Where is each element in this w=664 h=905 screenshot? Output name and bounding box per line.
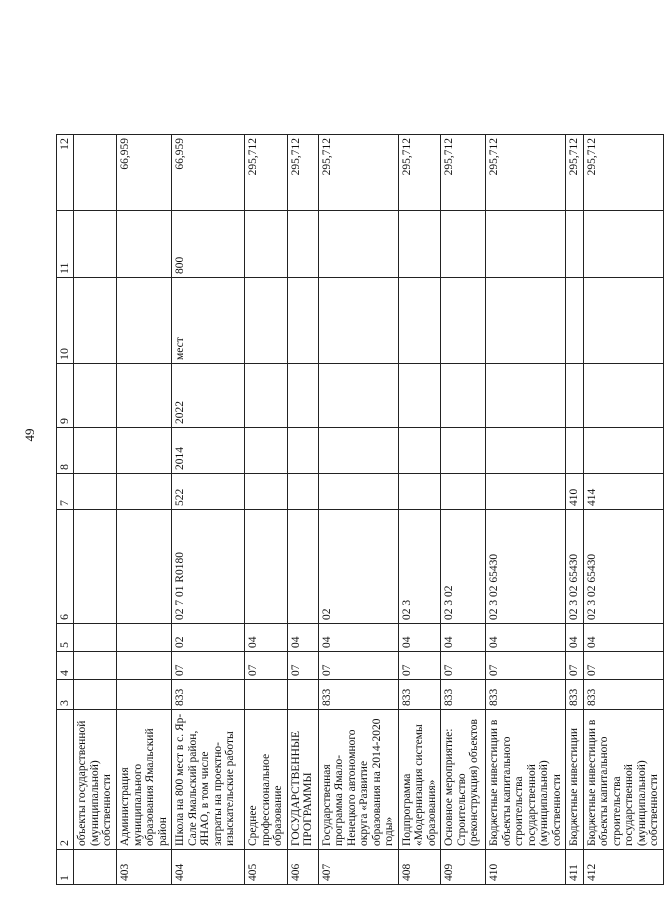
- table-row: [441, 135, 486, 885]
- column-header-9: 9: [57, 364, 74, 428]
- col-8-cell: [566, 428, 584, 474]
- table-wrapper: [56, 134, 664, 885]
- col-4-cell: 07: [245, 652, 288, 680]
- column-header-3: 3: [57, 680, 74, 710]
- col-7-cell: [318, 474, 398, 510]
- column-header-5: 5: [57, 624, 74, 652]
- table-row: [398, 135, 441, 885]
- col-4-cell: 07: [441, 652, 486, 680]
- col-11-cell: [398, 211, 441, 278]
- col-11-cell: [245, 211, 288, 278]
- column-header-4: 4: [57, 652, 74, 680]
- col-3-cell: [117, 680, 172, 710]
- col-11-cell: [287, 211, 318, 278]
- col-2-cell: ГОСУДАРСТВЕННЫЕ ПРОГРАММЫ: [287, 710, 318, 850]
- col-10-cell: [245, 278, 288, 364]
- col-9-cell: [318, 364, 398, 428]
- col-6-cell: 02 3 02: [441, 510, 486, 624]
- col-9-cell: [486, 364, 566, 428]
- col-6-cell: 02 7 01 R0180: [172, 510, 245, 624]
- col-6-cell: 02 3 02 65430: [583, 510, 663, 624]
- col-2-cell: Среднее профессиональное образование: [245, 710, 288, 850]
- col-8-cell: [117, 428, 172, 474]
- col-7-cell: [245, 474, 288, 510]
- table-row: [287, 135, 318, 885]
- col-1-cell: 408: [398, 850, 441, 885]
- col-1-cell: 410: [486, 850, 566, 885]
- col-3-cell: 833: [441, 680, 486, 710]
- col-5-cell: 04: [287, 624, 318, 652]
- col-1-cell: 405: [245, 850, 288, 885]
- col-12-cell: 295,712: [583, 135, 663, 211]
- col-10-cell: [583, 278, 663, 364]
- col-1-cell: 409: [441, 850, 486, 885]
- col-4-cell: 07: [486, 652, 566, 680]
- col-11-cell: [74, 211, 117, 278]
- col-7-cell: 522: [172, 474, 245, 510]
- col-3-cell: 833: [172, 680, 245, 710]
- table-row: [172, 135, 245, 885]
- column-header-1: 1: [57, 850, 74, 885]
- col-7-cell: [117, 474, 172, 510]
- col-3-cell: [74, 680, 117, 710]
- col-1-cell: 404: [172, 850, 245, 885]
- col-8-cell: [287, 428, 318, 474]
- col-5-cell: 04: [486, 624, 566, 652]
- col-11-cell: [566, 211, 584, 278]
- col-7-cell: [287, 474, 318, 510]
- column-header-8: 8: [57, 428, 74, 474]
- col-7-cell: [486, 474, 566, 510]
- col-9-cell: [245, 364, 288, 428]
- col-11-cell: [441, 211, 486, 278]
- col-2-cell: Подпрограмма «Модернизация системы образования»: [398, 710, 441, 850]
- col-5-cell: [74, 624, 117, 652]
- col-9-cell: [117, 364, 172, 428]
- col-6-cell: [74, 510, 117, 624]
- col-2-cell: Бюджетные инвестиции в объекты капитального строительства государственной (муниципальной) собственности: [486, 710, 566, 850]
- col-6-cell: [245, 510, 288, 624]
- col-12-cell: [74, 135, 117, 211]
- table-row: [74, 135, 117, 885]
- col-8-cell: [318, 428, 398, 474]
- col-11-cell: [583, 211, 663, 278]
- col-2-cell: Государственная программа Ямало-Ненецкого автономного округа «Развитие образования на 2014-2020 годы»: [318, 710, 398, 850]
- table-row: [486, 135, 566, 885]
- col-5-cell: 04: [441, 624, 486, 652]
- col-8-cell: [398, 428, 441, 474]
- col-4-cell: [74, 652, 117, 680]
- header-row: [57, 135, 74, 885]
- table-row: [117, 135, 172, 885]
- col-8-cell: [486, 428, 566, 474]
- col-12-cell: 66,959: [172, 135, 245, 211]
- col-10-cell: [441, 278, 486, 364]
- col-9-cell: [566, 364, 584, 428]
- col-10-cell: [318, 278, 398, 364]
- table-row: [583, 135, 663, 885]
- col-5-cell: 04: [318, 624, 398, 652]
- col-11-cell: [117, 211, 172, 278]
- col-6-cell: 02 3 02 65430: [566, 510, 584, 624]
- col-2-cell: Бюджетные инвестиции в объекты капитального строительства государственной (муниципальной) собственности: [583, 710, 663, 850]
- col-5-cell: 04: [583, 624, 663, 652]
- col-12-cell: 295,712: [441, 135, 486, 211]
- col-10-cell: [74, 278, 117, 364]
- col-6-cell: [117, 510, 172, 624]
- rotated-content: [10, 25, 660, 885]
- col-4-cell: 07: [172, 652, 245, 680]
- col-4-cell: 07: [583, 652, 663, 680]
- col-3-cell: [287, 680, 318, 710]
- col-8-cell: [245, 428, 288, 474]
- col-8-cell: [583, 428, 663, 474]
- col-11-cell: 800: [172, 211, 245, 278]
- col-2-cell: Школа на 800 мест в с. Яр-Сале Ямальский район, ЯНАО, в том числе затраты на проектно-изыскательские работы: [172, 710, 245, 850]
- column-header-10: 10: [57, 278, 74, 364]
- col-12-cell: 66,959: [117, 135, 172, 211]
- col-4-cell: 07: [398, 652, 441, 680]
- table-row: [318, 135, 398, 885]
- col-2-cell: Основное мероприятие: Строительство (реконструкция) объектов: [441, 710, 486, 850]
- col-9-cell: [583, 364, 663, 428]
- table-row: [245, 135, 288, 885]
- col-10-cell: [117, 278, 172, 364]
- col-6-cell: 02: [318, 510, 398, 624]
- page-number: 49: [22, 428, 37, 442]
- column-header-6: 6: [57, 510, 74, 624]
- col-9-cell: 2022: [172, 364, 245, 428]
- col-9-cell: [287, 364, 318, 428]
- col-6-cell: 02 3 02 65430: [486, 510, 566, 624]
- col-11-cell: [318, 211, 398, 278]
- col-9-cell: [74, 364, 117, 428]
- table-row: [566, 135, 584, 885]
- col-5-cell: 04: [245, 624, 288, 652]
- col-1-cell: 411: [566, 850, 584, 885]
- col-2-cell: Администрация муниципального образования Ямальский район: [117, 710, 172, 850]
- col-3-cell: 833: [318, 680, 398, 710]
- col-8-cell: [441, 428, 486, 474]
- col-2-cell: объекты государственной (муниципальной) собственности: [74, 710, 117, 850]
- col-2-cell: Бюджетные инвестиции: [566, 710, 584, 850]
- col-9-cell: [441, 364, 486, 428]
- col-12-cell: 295,712: [486, 135, 566, 211]
- col-5-cell: 02: [172, 624, 245, 652]
- col-10-cell: мест: [172, 278, 245, 364]
- col-4-cell: 07: [287, 652, 318, 680]
- column-header-7: 7: [57, 474, 74, 510]
- column-header-11: 11: [57, 211, 74, 278]
- col-10-cell: [486, 278, 566, 364]
- col-3-cell: 833: [398, 680, 441, 710]
- col-10-cell: [287, 278, 318, 364]
- col-1-cell: 407: [318, 850, 398, 885]
- col-5-cell: 04: [566, 624, 584, 652]
- col-4-cell: 07: [566, 652, 584, 680]
- col-12-cell: 295,712: [566, 135, 584, 211]
- col-5-cell: [117, 624, 172, 652]
- col-7-cell: [74, 474, 117, 510]
- col-1-cell: 406: [287, 850, 318, 885]
- col-7-cell: 414: [583, 474, 663, 510]
- budget-table: [56, 134, 664, 885]
- col-7-cell: 410: [566, 474, 584, 510]
- col-6-cell: [287, 510, 318, 624]
- col-3-cell: 833: [486, 680, 566, 710]
- col-1-cell: 412: [583, 850, 663, 885]
- col-3-cell: [245, 680, 288, 710]
- col-12-cell: 295,712: [245, 135, 288, 211]
- col-4-cell: [117, 652, 172, 680]
- col-3-cell: 833: [566, 680, 584, 710]
- col-3-cell: 833: [583, 680, 663, 710]
- col-5-cell: 04: [398, 624, 441, 652]
- col-11-cell: [486, 211, 566, 278]
- col-8-cell: [74, 428, 117, 474]
- col-1-cell: [74, 850, 117, 885]
- col-12-cell: 295,712: [398, 135, 441, 211]
- col-8-cell: 2014: [172, 428, 245, 474]
- col-10-cell: [566, 278, 584, 364]
- col-7-cell: [398, 474, 441, 510]
- col-6-cell: 02 3: [398, 510, 441, 624]
- col-10-cell: [398, 278, 441, 364]
- col-4-cell: 07: [318, 652, 398, 680]
- column-header-2: 2: [57, 710, 74, 850]
- col-9-cell: [398, 364, 441, 428]
- col-1-cell: 403: [117, 850, 172, 885]
- col-12-cell: 295,712: [318, 135, 398, 211]
- col-7-cell: [441, 474, 486, 510]
- col-12-cell: 295,712: [287, 135, 318, 211]
- column-header-12: 12: [57, 135, 74, 211]
